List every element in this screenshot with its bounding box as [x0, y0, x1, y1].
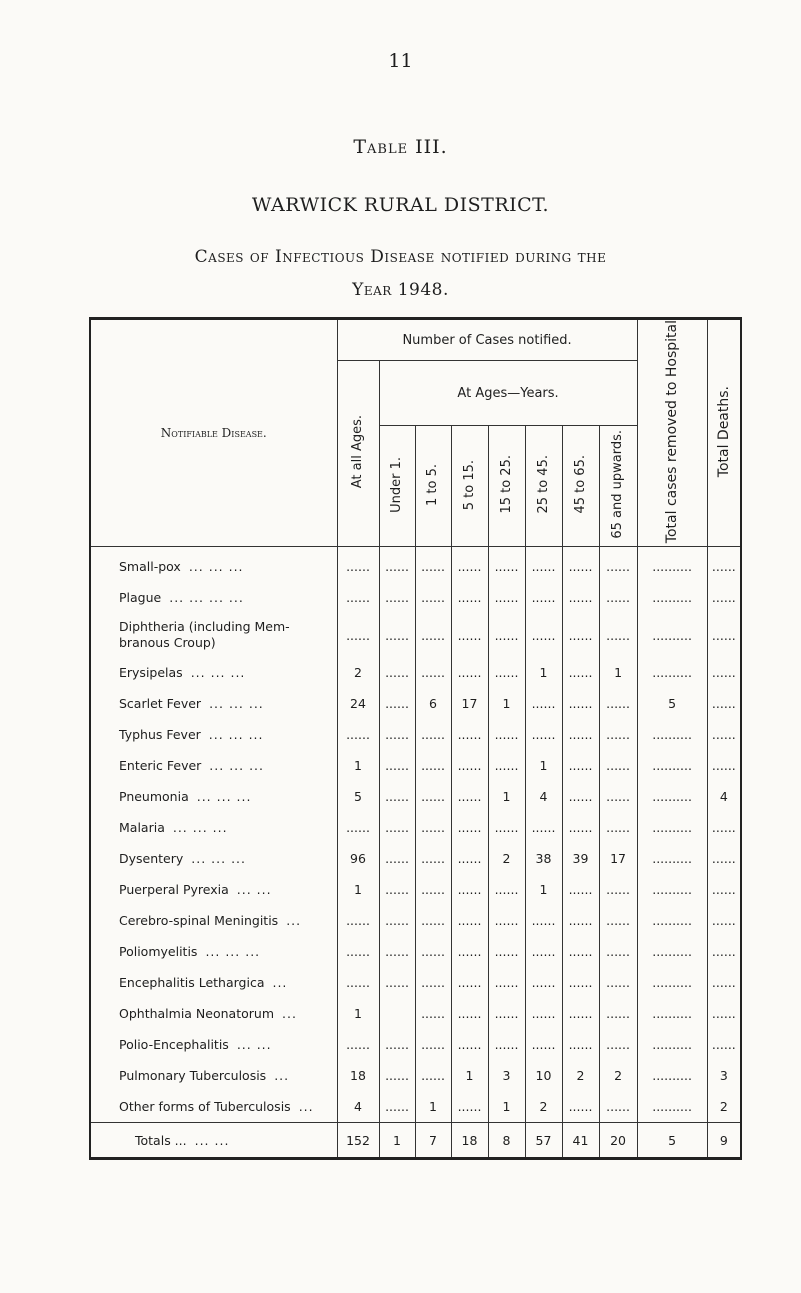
- header-at-all-ages: At all Ages.: [337, 361, 379, 547]
- cell-all-ages: 1: [337, 998, 379, 1029]
- row-label: Puerperal Pyrexia: [119, 882, 229, 898]
- cell-1-to-5: ......: [415, 613, 451, 657]
- cell-under-1: ......: [379, 781, 415, 812]
- cell-15-to-25: 2: [488, 843, 525, 874]
- cell-5-to-15: ......: [451, 613, 488, 657]
- cell-15-to-25: ......: [488, 812, 525, 843]
- cell-25-to-45: 1: [525, 657, 562, 688]
- table-row: [90, 657, 741, 688]
- cell-45-to-65: 39: [562, 843, 599, 874]
- table-row: [90, 547, 741, 583]
- cell-under-1: ......: [379, 843, 415, 874]
- table-row: [90, 812, 741, 843]
- disease-name: [90, 781, 337, 812]
- cell-45-to-65: ......: [562, 905, 599, 936]
- cell-1-to-5: ......: [415, 967, 451, 998]
- cell-1-to-5: 6: [415, 688, 451, 719]
- cell-5-to-15: 17: [451, 688, 488, 719]
- cell-total-deaths: 9: [707, 1123, 741, 1159]
- cell-1-to-5: ......: [415, 657, 451, 688]
- disease-name: [90, 547, 337, 583]
- leader-dots: ... ...: [194, 1132, 230, 1148]
- header-at-ages-years: At Ages—Years.: [379, 361, 637, 426]
- table-subtitle-line2: Year 1948.: [352, 280, 449, 300]
- table-row: [90, 967, 741, 998]
- cell-total-deaths: ......: [707, 998, 741, 1029]
- cell-45-to-65: ......: [562, 719, 599, 750]
- leader-dots: ... ... ...: [209, 758, 265, 774]
- cell-5-to-15: ......: [451, 1091, 488, 1123]
- cell-1-to-5: ......: [415, 750, 451, 781]
- cell-total-deaths: 2: [707, 1091, 741, 1123]
- cell-total-deaths: ......: [707, 750, 741, 781]
- disease-name: [90, 967, 337, 998]
- cell-65-upwards: 17: [599, 843, 637, 874]
- cell-65-upwards: ......: [599, 998, 637, 1029]
- cell-1-to-5: ......: [415, 719, 451, 750]
- cell-5-to-15: ......: [451, 657, 488, 688]
- cell-under-1: ......: [379, 1091, 415, 1123]
- cell-45-to-65: 2: [562, 1060, 599, 1091]
- cell-65-upwards: ......: [599, 874, 637, 905]
- cell-removed-to-hospital: ..........: [637, 750, 707, 781]
- cell-65-upwards: 1: [599, 657, 637, 688]
- cell-5-to-15: ......: [451, 843, 488, 874]
- cell-15-to-25: ......: [488, 905, 525, 936]
- cell-removed-to-hospital: ..........: [637, 613, 707, 657]
- header-total-deaths: Total Deaths.: [707, 319, 741, 547]
- cell-25-to-45: 4: [525, 781, 562, 812]
- cell-65-upwards: ......: [599, 688, 637, 719]
- cell-65-upwards: ......: [599, 936, 637, 967]
- leader-dots: ... ... ...: [190, 665, 246, 681]
- cell-15-to-25: 1: [488, 1091, 525, 1123]
- table-row: [90, 582, 741, 613]
- cell-under-1: ......: [379, 936, 415, 967]
- disease-name: [90, 688, 337, 719]
- cell-removed-to-hospital: 5: [637, 688, 707, 719]
- cell-all-ages: ......: [337, 547, 379, 583]
- cell-1-to-5: ......: [415, 843, 451, 874]
- table-row: [90, 1091, 741, 1123]
- cell-45-to-65: ......: [562, 874, 599, 905]
- cell-1-to-5: ......: [415, 547, 451, 583]
- cell-45-to-65: ......: [562, 688, 599, 719]
- cell-15-to-25: ......: [488, 874, 525, 905]
- cell-1-to-5: ......: [415, 1029, 451, 1060]
- cell-all-ages: ......: [337, 719, 379, 750]
- cell-15-to-25: 1: [488, 688, 525, 719]
- table-row: [90, 1060, 741, 1091]
- cell-all-ages: ......: [337, 1029, 379, 1060]
- cell-all-ages: 5: [337, 781, 379, 812]
- leader-dots: ... ... ...: [208, 727, 264, 743]
- cell-45-to-65: ......: [562, 750, 599, 781]
- row-label: Diphtheria (including Mem-branous Croup): [119, 619, 290, 651]
- header-age-15-to-25: 15 to 25.: [488, 426, 525, 547]
- cell-1-to-5: 1: [415, 1091, 451, 1123]
- cell-65-upwards: ......: [599, 781, 637, 812]
- cell-5-to-15: ......: [451, 781, 488, 812]
- cell-15-to-25: 3: [488, 1060, 525, 1091]
- cell-under-1: 1: [379, 1123, 415, 1159]
- cell-all-ages: ......: [337, 812, 379, 843]
- cell-removed-to-hospital: ..........: [637, 657, 707, 688]
- cell-all-ages: 1: [337, 750, 379, 781]
- cell-under-1: ......: [379, 1060, 415, 1091]
- cell-under-1: ......: [379, 688, 415, 719]
- cell-5-to-15: ......: [451, 547, 488, 583]
- row-label: Cerebro-spinal Meningitis: [119, 913, 279, 929]
- row-label: Dysentery: [119, 851, 184, 867]
- leader-dots: ... ...: [236, 882, 272, 898]
- cell-25-to-45: ......: [525, 812, 562, 843]
- row-label: Poliomyelitis: [119, 944, 198, 960]
- row-label: Encephalitis Lethargica: [119, 975, 265, 991]
- cell-total-deaths: ......: [707, 843, 741, 874]
- row-label: Plague: [119, 590, 162, 606]
- cell-25-to-45: 1: [525, 750, 562, 781]
- row-label: Typhus Fever: [119, 727, 201, 743]
- cell-total-deaths: ......: [707, 613, 741, 657]
- cell-25-to-45: ......: [525, 1029, 562, 1060]
- cell-5-to-15: ......: [451, 905, 488, 936]
- disease-name: [90, 657, 337, 688]
- cell-all-ages: ......: [337, 936, 379, 967]
- header-notifiable-disease: Notifiable Disease.: [160, 426, 267, 441]
- cell-removed-to-hospital: ..........: [637, 781, 707, 812]
- cell-65-upwards: ......: [599, 812, 637, 843]
- cell-total-deaths: ......: [707, 1029, 741, 1060]
- disease-name: [90, 750, 337, 781]
- cell-under-1: ......: [379, 657, 415, 688]
- cell-5-to-15: ......: [451, 998, 488, 1029]
- cell-all-ages: 2: [337, 657, 379, 688]
- header-age-65-and-upwards: 65 and upwards.: [599, 426, 637, 547]
- cell-all-ages: ......: [337, 967, 379, 998]
- cell-45-to-65: ......: [562, 657, 599, 688]
- leader-dots: ... ... ...: [196, 789, 252, 805]
- header-age-1-to-5: 1 to 5.: [415, 426, 451, 547]
- row-label: Ophthalmia Neonatorum: [119, 1006, 274, 1022]
- cell-5-to-15: ......: [451, 719, 488, 750]
- cell-15-to-25: 1: [488, 781, 525, 812]
- disease-name: [90, 905, 337, 936]
- disease-name: [90, 998, 337, 1029]
- table-body: [90, 547, 741, 1159]
- header-removed-to-hospital: Total cases removed to Hospital: [637, 319, 707, 547]
- cell-total-deaths: ......: [707, 547, 741, 583]
- cell-under-1: ......: [379, 750, 415, 781]
- cell-65-upwards: ......: [599, 967, 637, 998]
- cell-removed-to-hospital: ..........: [637, 547, 707, 583]
- cell-total-deaths: ......: [707, 967, 741, 998]
- cell-total-deaths: ......: [707, 582, 741, 613]
- cell-1-to-5: ......: [415, 936, 451, 967]
- cell-15-to-25: ......: [488, 1029, 525, 1060]
- cell-25-to-45: ......: [525, 967, 562, 998]
- cell-removed-to-hospital: ..........: [637, 998, 707, 1029]
- totals-label: [90, 1123, 337, 1159]
- cell-25-to-45: 57: [525, 1123, 562, 1159]
- cell-under-1: ......: [379, 967, 415, 998]
- cell-total-deaths: ......: [707, 688, 741, 719]
- cell-45-to-65: ......: [562, 781, 599, 812]
- disease-name: [90, 719, 337, 750]
- row-label: Other forms of Tuberculosis: [119, 1099, 291, 1115]
- cell-1-to-5: ......: [415, 812, 451, 843]
- disease-name: [90, 582, 337, 613]
- table-row: [90, 1029, 741, 1060]
- cell-removed-to-hospital: ..........: [637, 582, 707, 613]
- leader-dots: ... ... ... ...: [169, 590, 244, 606]
- cell-under-1: [379, 998, 415, 1029]
- cell-25-to-45: 2: [525, 1091, 562, 1123]
- cell-1-to-5: ......: [415, 874, 451, 905]
- disease-name: [90, 1060, 337, 1091]
- cell-25-to-45: ......: [525, 582, 562, 613]
- cell-15-to-25: ......: [488, 967, 525, 998]
- cell-25-to-45: 1: [525, 874, 562, 905]
- table-row: [90, 874, 741, 905]
- leader-dots: ...: [272, 975, 288, 991]
- cell-15-to-25: ......: [488, 750, 525, 781]
- cell-15-to-25: ......: [488, 998, 525, 1029]
- cell-total-deaths: ......: [707, 812, 741, 843]
- header-age-45-to-65: 45 to 65.: [562, 426, 599, 547]
- cell-all-ages: 1: [337, 874, 379, 905]
- cell-under-1: ......: [379, 582, 415, 613]
- cell-total-deaths: ......: [707, 936, 741, 967]
- table-row: [90, 781, 741, 812]
- cell-15-to-25: ......: [488, 613, 525, 657]
- cell-total-deaths: 3: [707, 1060, 741, 1091]
- cell-removed-to-hospital: 5: [637, 1123, 707, 1159]
- cell-15-to-25: ......: [488, 719, 525, 750]
- cell-all-ages: 18: [337, 1060, 379, 1091]
- cell-25-to-45: ......: [525, 998, 562, 1029]
- cell-65-upwards: ......: [599, 1029, 637, 1060]
- cell-all-ages: 24: [337, 688, 379, 719]
- cell-5-to-15: ......: [451, 750, 488, 781]
- cell-45-to-65: ......: [562, 967, 599, 998]
- cell-65-upwards: ......: [599, 613, 637, 657]
- cell-5-to-15: ......: [451, 874, 488, 905]
- table-title: Table III.: [353, 136, 448, 158]
- cell-15-to-25: ......: [488, 582, 525, 613]
- leader-dots: ... ... ...: [205, 944, 261, 960]
- cell-15-to-25: ......: [488, 547, 525, 583]
- row-label: Polio-Encephalitis: [119, 1037, 229, 1053]
- cell-removed-to-hospital: ..........: [637, 1091, 707, 1123]
- cell-under-1: ......: [379, 613, 415, 657]
- table-row: [90, 750, 741, 781]
- cell-5-to-15: ......: [451, 967, 488, 998]
- leader-dots: ... ...: [236, 1037, 272, 1053]
- cell-45-to-65: ......: [562, 998, 599, 1029]
- leader-dots: ...: [282, 1006, 297, 1022]
- header-age-25-to-45: 25 to 45.: [525, 426, 562, 547]
- cell-25-to-45: ......: [525, 688, 562, 719]
- cell-removed-to-hospital: ..........: [637, 936, 707, 967]
- disease-name: [90, 843, 337, 874]
- cell-total-deaths: 4: [707, 781, 741, 812]
- cell-25-to-45: ......: [525, 547, 562, 583]
- row-label: Scarlet Fever: [119, 696, 202, 712]
- cell-65-upwards: ......: [599, 582, 637, 613]
- cell-5-to-15: ......: [451, 1029, 488, 1060]
- leader-dots: ...: [286, 913, 302, 929]
- cell-removed-to-hospital: ..........: [637, 843, 707, 874]
- cell-25-to-45: 10: [525, 1060, 562, 1091]
- cell-15-to-25: ......: [488, 657, 525, 688]
- cell-removed-to-hospital: ..........: [637, 812, 707, 843]
- cell-removed-to-hospital: ..........: [637, 719, 707, 750]
- infectious-disease-table: [89, 317, 742, 1160]
- cell-5-to-15: 18: [451, 1123, 488, 1159]
- cell-1-to-5: ......: [415, 1060, 451, 1091]
- cell-45-to-65: ......: [562, 1091, 599, 1123]
- cell-all-ages: ......: [337, 905, 379, 936]
- table-row: [90, 905, 741, 936]
- cell-removed-to-hospital: ..........: [637, 905, 707, 936]
- cell-15-to-25: 8: [488, 1123, 525, 1159]
- cell-all-ages: 152: [337, 1123, 379, 1159]
- cell-25-to-45: ......: [525, 905, 562, 936]
- cell-removed-to-hospital: ..........: [637, 1060, 707, 1091]
- cell-total-deaths: ......: [707, 719, 741, 750]
- cell-65-upwards: ......: [599, 750, 637, 781]
- row-label: Pneumonia: [119, 789, 189, 805]
- cell-45-to-65: ......: [562, 936, 599, 967]
- cell-5-to-15: 1: [451, 1060, 488, 1091]
- header-age-under-1: Under 1.: [379, 426, 415, 547]
- cell-1-to-5: ......: [415, 998, 451, 1029]
- disease-name: [90, 613, 337, 657]
- leader-dots: ... ... ...: [191, 851, 246, 867]
- cell-5-to-15: ......: [451, 936, 488, 967]
- table-row: [90, 843, 741, 874]
- disease-name: [90, 812, 337, 843]
- cell-45-to-65: ......: [562, 812, 599, 843]
- cell-removed-to-hospital: ..........: [637, 874, 707, 905]
- cell-45-to-65: ......: [562, 582, 599, 613]
- cell-total-deaths: ......: [707, 874, 741, 905]
- cell-45-to-65: ......: [562, 547, 599, 583]
- disease-name: [90, 936, 337, 967]
- cell-under-1: ......: [379, 547, 415, 583]
- cell-all-ages: ......: [337, 613, 379, 657]
- table-row: [90, 719, 741, 750]
- cell-65-upwards: ......: [599, 719, 637, 750]
- leader-dots: ...: [298, 1099, 314, 1115]
- row-label: Malaria: [119, 820, 165, 836]
- cell-all-ages: 4: [337, 1091, 379, 1123]
- cell-65-upwards: 20: [599, 1123, 637, 1159]
- disease-name: [90, 1091, 337, 1123]
- row-label: Small-pox: [119, 559, 181, 575]
- totals-row: [90, 1123, 741, 1159]
- row-label: Enteric Fever: [119, 758, 202, 774]
- leader-dots: ... ... ...: [209, 696, 264, 712]
- row-label: Totals ...: [135, 1132, 187, 1148]
- table-row: [90, 998, 741, 1029]
- table-subtitle-line1: Cases of Infectious Disease notified during the: [194, 247, 607, 267]
- cell-under-1: ......: [379, 719, 415, 750]
- cell-25-to-45: 38: [525, 843, 562, 874]
- leader-dots: ...: [274, 1068, 290, 1084]
- cell-under-1: ......: [379, 812, 415, 843]
- cell-65-upwards: ......: [599, 1091, 637, 1123]
- cell-45-to-65: 41: [562, 1123, 599, 1159]
- cell-under-1: ......: [379, 1029, 415, 1060]
- cell-15-to-25: ......: [488, 936, 525, 967]
- cell-under-1: ......: [379, 905, 415, 936]
- cell-65-upwards: ......: [599, 905, 637, 936]
- table-row: [90, 688, 741, 719]
- table-row: [90, 613, 741, 657]
- cell-25-to-45: ......: [525, 613, 562, 657]
- disease-name: [90, 874, 337, 905]
- leader-dots: ... ... ...: [172, 820, 228, 836]
- cell-1-to-5: ......: [415, 905, 451, 936]
- cell-65-upwards: 2: [599, 1060, 637, 1091]
- cell-all-ages: ......: [337, 582, 379, 613]
- header-number-notified: Number of Cases notified.: [337, 319, 637, 361]
- leader-dots: ... ... ...: [188, 559, 244, 575]
- cell-45-to-65: ......: [562, 1029, 599, 1060]
- table-row: [90, 936, 741, 967]
- row-label: Erysipelas: [119, 665, 183, 681]
- row-label: Pulmonary Tuberculosis: [119, 1068, 267, 1084]
- cell-removed-to-hospital: ..........: [637, 967, 707, 998]
- cell-25-to-45: ......: [525, 936, 562, 967]
- cell-65-upwards: ......: [599, 547, 637, 583]
- cell-1-to-5: ......: [415, 582, 451, 613]
- cell-all-ages: 96: [337, 843, 379, 874]
- cell-removed-to-hospital: ..........: [637, 1029, 707, 1060]
- cell-25-to-45: ......: [525, 719, 562, 750]
- cell-45-to-65: ......: [562, 613, 599, 657]
- header-age-5-to-15: 5 to 15.: [451, 426, 488, 547]
- disease-name: [90, 1029, 337, 1060]
- cell-total-deaths: ......: [707, 905, 741, 936]
- page-number: 11: [388, 50, 413, 72]
- cell-1-to-5: ......: [415, 781, 451, 812]
- cell-5-to-15: ......: [451, 812, 488, 843]
- cell-5-to-15: ......: [451, 582, 488, 613]
- cell-total-deaths: ......: [707, 657, 741, 688]
- cell-under-1: ......: [379, 874, 415, 905]
- cell-1-to-5: 7: [415, 1123, 451, 1159]
- district-heading: WARWICK RURAL DISTRICT.: [251, 194, 550, 216]
